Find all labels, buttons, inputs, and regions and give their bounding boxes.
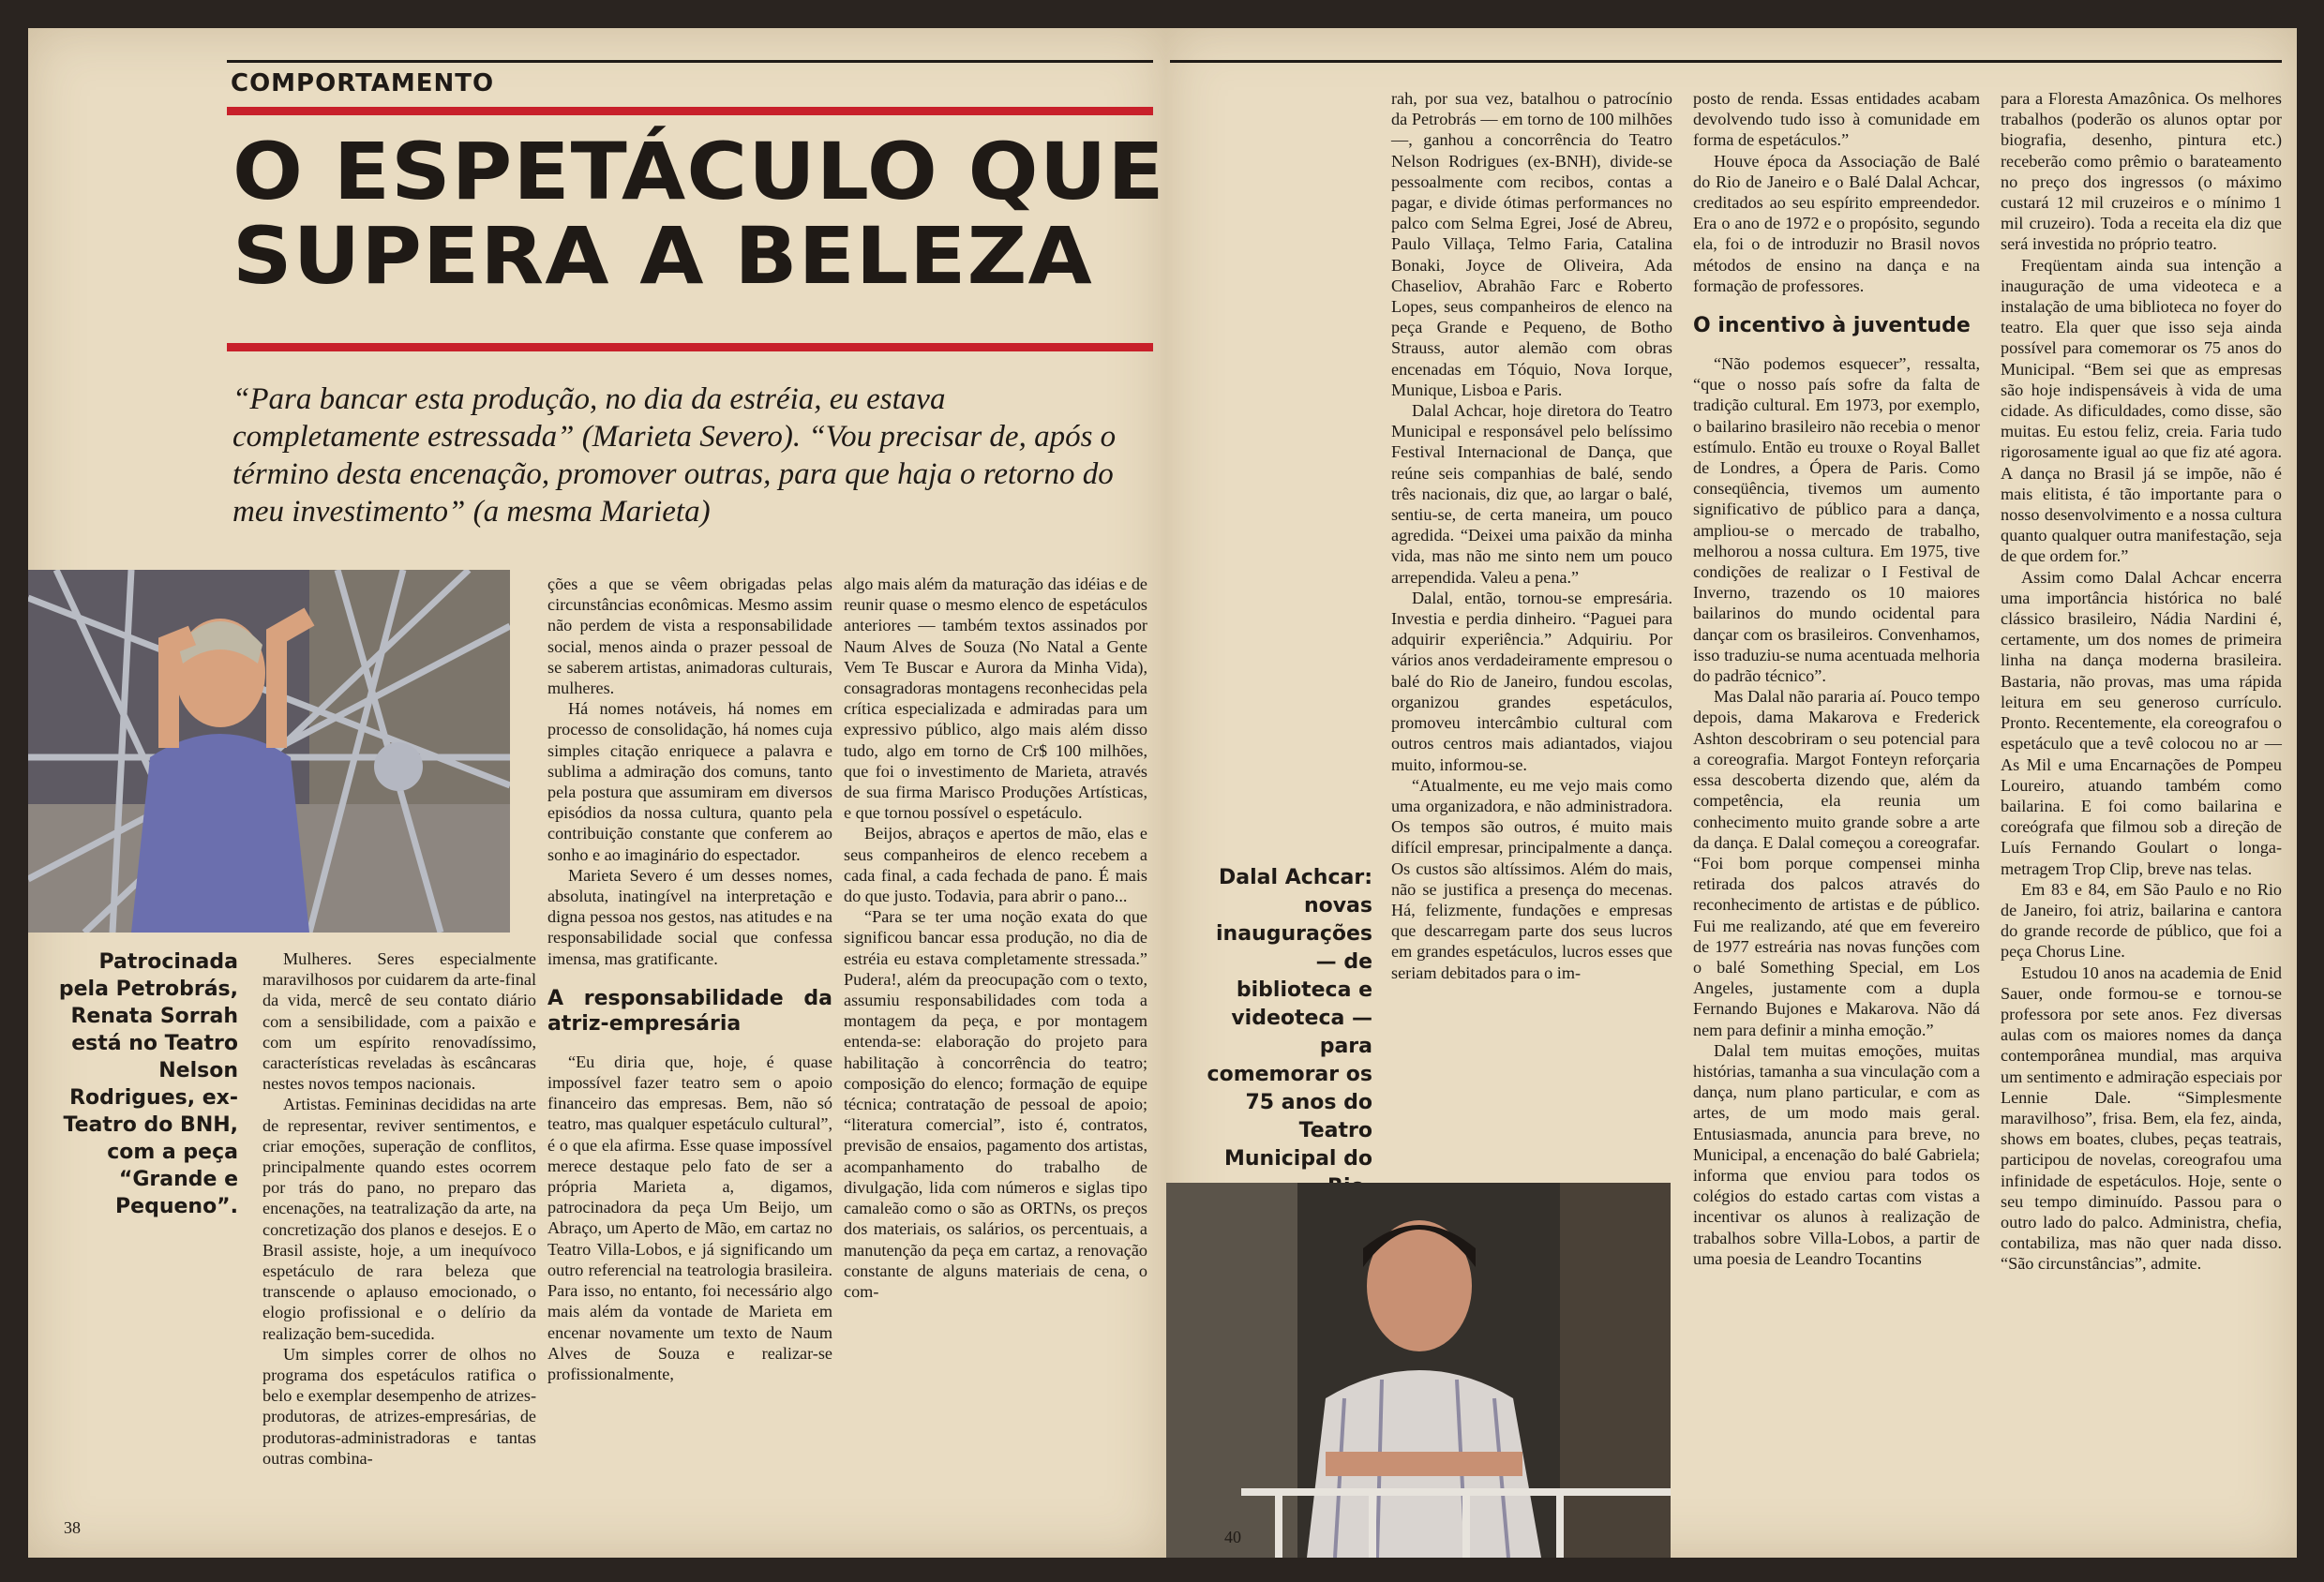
- photo-illustration: [28, 570, 510, 933]
- column-1: [262, 948, 536, 1469]
- left-page: [28, 28, 1166, 1558]
- section-label: COMPORTAMENTO: [231, 69, 495, 97]
- paragraph: Mulheres. Seres especialmente maravilhosos por cuidarem da arte-final da vida, mercê de seu contato diário com a sensibilidade, com a paixão e com um espírito renovadíssimo, características reveladas às escâncaras nestes novos tempos nacionais.: [262, 949, 536, 1094]
- column-2: [536, 574, 832, 1384]
- red-rule-bottom: [227, 343, 1153, 351]
- page-number: 40: [1224, 1528, 1241, 1546]
- deck-quote: “Para bancar esta produção, no dia da estréia, eu estava completamente estressada” (Marieta Severo). “Vou precisar de, após o término desta encenação, promover outras, para que haja o retorno do meu investimento” (a mesma Marieta): [232, 382, 1117, 529]
- column-3: [844, 574, 1147, 1302]
- paragraph: “Eu diria que, hoje, é quase impossível fazer teatro sem o apoio financeiro das empresas. Bem, não só teatro, mas qualquer espetáculo cultural”, é o que ela afirma. Esse quase impossível merece destaque pelo fato de ser a própria Marieta a, digamos, patrocinadora da peça Um Beijo, um Abraço, um Aperto de Mão, em cartaz no Teatro Villa-Lobos, e já significando um outro referencial na teatrologia brasileira. Para isso, no entanto, foi necessário algo mais além da vontade de Marieta em encenar novamente um texto de Naum Alves de Souza e realizar-se profissionalmente,: [547, 1052, 832, 1383]
- paragraph: para a Floresta Amazônica. Os melhores trabalhos (poderão os alunos optar por biografia, desenho, pintura etc.) receberão como prêmio o barateamento no preço dos ingressos (o máximo custará 12 mil cruzeiros e o mínimo 1 mil cruzeiro). Toda a receita ela diz que será investida no próprio teatro.: [2001, 89, 2282, 254]
- headline-line-2: SUPERA A BELEZA: [232, 210, 1093, 302]
- paragraph: Dalal tem muitas emoções, muitas histórias, tamanha a sua vinculação com a dança, num plano particular, e com as artes, de um modo mais geral. Entusiasmada, anuncia para breve, no Municipal, a encenação do balé Gabriela; informa que enviou para todos os colégios do estado cartas com vistas a incentivar os alunos à realização de trabalhos sobre Villa-Lobos, a partir de uma poesia de Leandro Tocantins: [1693, 1040, 1980, 1268]
- paragraph: Em 83 e 84, em São Paulo e no Rio de Janeiro, foi atriz, bailarina e cantora do grande recorde de público, que foi a peça Chorus Line.: [2001, 879, 2282, 962]
- paragraph: Um simples correr de olhos no programa dos espetáculos ratifica o belo e exemplar desempenho de atrizes-produtoras, de atrizes-empresárias, de produtoras-administradoras e tantas outras combina-: [262, 1344, 536, 1468]
- photo-renata-sorrah: [28, 570, 510, 933]
- column-1: [1391, 88, 1672, 983]
- paragraph: ções a que se vêem obrigadas pelas circunstâncias econômicas. Mesmo assim não perdem de vista a responsabilidade social, menos ainda o prazer pessoal de se saberem artistas, animadoras culturais, mulheres.: [547, 575, 832, 698]
- paragraph: “Para se ter uma noção exata do que significou bancar essa produção, no dia de estréia eu estava completamente stressada.” Pudera!, além da preocupação com o texto, assumiu responsabilidades com toda a montagem da peça, e por montagem entenda-se: elaboração do projeto para habilitação à concorrência do teatro; composição do elenco; formação de equipe técnica; contratação de pessoal de apoio; “literatura comercial”, isto é, contratos, previsão de ensaios, pagamento dos artistas, acompanhamento do trabalho de divulgação, lida com números e siglas tipo camaleão como o são as ORTNs, os preços dos materiais, os salários, os percentuais, a manutenção da peça em cartaz, a renovação constante de alguns materiais de cena, o com-: [844, 907, 1147, 1301]
- subheading: A responsabilidade da atriz-empresária: [547, 986, 832, 1036]
- headline-line-1: O ESPETÁCULO QUE: [232, 126, 1165, 217]
- paragraph: Marieta Severo é um desses nomes, absoluta, inatingível na interpretação e digna pessoa nos gestos, nas atitudes e na responsabilidade social que confessa imensa, mas gratificante.: [547, 865, 832, 968]
- column-2: [1693, 88, 1980, 1269]
- paragraph: posto de renda. Essas entidades acabam devolvendo tudo isso à comunidade em forma de espetáculos.”: [1693, 89, 1980, 150]
- photo-dalal-achcar: [1166, 1183, 1671, 1558]
- photo-caption: Dalal Achcar: novas inaugurações — de biblioteca e videoteca — para comemorar os 75 anos do Teatro Municipal do: [1207, 866, 1372, 1171]
- paragraph: Beijos, abraços e apertos de mão, elas e seus companheiros de elenco recebem a cada final, a cada fechada de pano. É mais do que justo. Todavia, para abrir o pano...: [844, 824, 1147, 906]
- paragraph: rah, por sua vez, batalhou o patrocínio da Petrobrás — em torno de 100 milhões —, ganhou a concorrência do Teatro Nelson Rodrigues (ex-BNH), divide-se pessoalmente com recibos, contas a pagar, e divide ótimas performances no palco com Selma Egrei, José de Abreu, Paulo Villaça, Telmo Faria, Catalina Bonaki, Joyce de Oliveira, Ada Chaseliov, Abrahão Farc e Roberto Lopes, seus companheiros de elenco na peça Grande e Pequeno, de Botho Strauss, autor alemão com obras encenadas em Tóquio, Nova Iorque, Munique, Lisboa e Paris.: [1391, 89, 1672, 399]
- red-rule-top: [227, 107, 1153, 115]
- subheading: O incentivo à juventude: [1693, 314, 1971, 338]
- photo-caption: Patrocinada pela Petrobrás, Renata Sorrah está no Teatro Nelson Rodrigues, ex-Teatro do BNH, com a peça “Grande e Pequeno”.: [58, 950, 238, 1218]
- paragraph: Assim como Dalal Achcar encerra uma importância histórica no balé clássico brasileiro, Nádia Nardini é, certamente, um dos nomes de primeira linha na dança moderna brasileira. Bastaria, não provas, mas uma rápida leitura em seu generoso currículo. Pronto. Recentemente, ela coreografou o espetáculo que a tevê colocou no ar — As Mil e uma Encarnações de Pompeu Loureiro, atuando também como bailarina. E foi como bailarina e coreógrafa que filmou sob a direção de Luís Fernando Goulart o longa-metragem Trop Clip, breve nas telas.: [2001, 567, 2282, 878]
- paragraph: Há nomes notáveis, há nomes em processo de consolidação, há nomes cuja simples citação enriquece a palavra e sublima a admiração dos comuns, tanto pela postura que assumiram em diversos episódios da nossa cultura, quanto pela contribuição constante que conferem ao sonho e ao imaginário do espectador.: [547, 699, 832, 864]
- paragraph: Freqüentam ainda sua intenção a inauguração de uma videoteca e a instalação de uma biblioteca no foyer do teatro. Ela quer que isso seja ainda possível para comemorar os 75 anos do Municipal. “Bem sei que as empresas são hoje indispensáveis à vida de uma cidade. As dificuldades, como disse, são muitas. Eu estou feliz, creia. Faria tudo rigorosamente igual ao que fiz até agora. A dança no Brasil já se impõe, não é mais elitista, é tão importante para o nosso desenvolvimento e a nossa cultura quanto qualquer outra manifestação, seja de que ordem for.”: [2001, 255, 2282, 566]
- top-rule: [227, 60, 1153, 63]
- paragraph: “Não podemos esquecer”, ressalta, “que o nosso país sofre da falta de tradição cultural. Em 1973, por exemplo, o bailarino brasileiro não recebia o menor estímulo. Então eu trouxe o Royal Ballet de Londres, a Ópera de Paris. Como conseqüência, tivemos um aumento significativo de público para a dança, ampliou-se o mercado de trabalho, melhorou a nossa cultura. Em 1975, tive condições de realizar o I Festival de Inverno, trazendo os 10 maiores bailarinos do mundo ocidental para dançar com os brasileiros. Convenhamos, isso traduziu-se numa acentuada melhoria do padrão técnico”.: [1693, 354, 1980, 686]
- paragraph: Mas Dalal não pararia aí. Pouco tempo depois, dama Makarova e Frederick Ashton descobriram o seu potencial para a coreografia. Margot Fonteyn reforçaria essa descoberta dizendo que, além da competência, ela reunia um conhecimento muito grande sobre a arte da dança. E Dalal começou a coreografar. “Foi bom porque compensei minha retirada dos palcos através do reconhecimento de artistas e de público. Fui me realizando, até que em fevereiro de 1977 estreária nas novas funções com o balé Something Special, em Los Angeles, justamente com a dupla Fernando Bujones e Makarova. Não dá nem para definir a minha emoção.”: [1693, 687, 1980, 1039]
- paragraph: Houve época da Associação de Balé do Rio de Janeiro e o Balé Dalal Achcar, creditados ao seu espírito empreendedor. Era o ano de 1972 e o propósito, segundo ela, foi o de introduzir no Brasil novos métodos de ensino na dança e na formação de professores.: [1693, 151, 1980, 295]
- paragraph: Dalal, então, tornou-se empresária. Investia e perdia dinheiro. “Paguei para adquirir experiência.” Adquiriu. Por vários anos verdadeiramente empresou o balé do Rio de Janeiro, fundou escolas, organizou grandes espetáculos, promoveu intercâmbio cultural com outros centros mais adiantados, viajou muito, informou-se.: [1391, 588, 1672, 774]
- paragraph: Estudou 10 anos na academia de Enid Sauer, onde formou-se e tornou-se professora por sete anos. Fez diversas aulas com os maiores nomes da dança contemporânea mundial, mas arquiva um sentimento e admiração especiais por Lennie Dale. “Simplesmente maravilhoso”, frisa. Bem, ela fez, ainda, shows em boates, clubes, peças teatrais, participou de novelas, coreografou uma infinidade de espetáculos. Hoje, sente o seu tempo diminuído. Passou para o outro lado do palco. Administra, chefia, contabiliza, mas não quer nada disso. “São circunstâncias”, admite.: [2001, 963, 2282, 1274]
- paragraph: algo mais além da maturação das idéias e de reunir quase o mesmo elenco de espetáculos anteriores — também textos assinados por Naum Alves de Souza (No Natal a Gente Vem Te Buscar e Aurora da Minha Vida), consagradoras montagens reconhecidas pela crítica especializada e admiradas para um expressivo público, algo mais além disso tudo, algo em torno de Cr$ 100 milhões, que foi o investimento de Marieta, através de sua firma Marisco Produções Artísticas, e que tornou possível o espetáculo.: [844, 575, 1147, 823]
- top-rule: [1170, 60, 2282, 63]
- paragraph: Artistas. Femininas decididas na arte de representar, reviver sentimentos, e criar emoções, superação de conflitos, principalmente quando estes ocorrem por trás do pano, no preparo das encenações, na teatralização da arte, na concretização dos planos e desejos. E o Brasil assiste, hoje, a um inequívoco espetáculo de rara beleza que transcende o aplauso emocionado, o elogio profissional e o delírio da realização bem-sucedida.: [262, 1095, 536, 1343]
- paragraph: “Atualmente, eu me vejo mais como uma organizadora, e não administradora. Os tempos são outros, é muito mais difícil empresar, principalmente a dança. Os custos são altíssimos. Além do mais, não se justifica a presença do mecenas. Há, felizmente, fundações e empresas que descarregam parte dos seus lucros em grandes espetáculos, lucros esses que seriam debitados para o im-: [1391, 775, 1672, 982]
- column-3: [2001, 88, 2282, 1275]
- photo-illustration: [1166, 1183, 1671, 1558]
- page-number: 38: [64, 1518, 81, 1537]
- paragraph: Dalal Achcar, hoje diretora do Teatro Municipal e responsável pelo belíssimo Festival Internacional de Dança, que reúne seis companhias de balé, sendo três nacionais, diz que, ao largar o balé, sentiu-se, de certa maneira, um pouco agredida. “Deixei uma paixão da minha vida, mas não me sinto nem um pouco arrependida. Valeu a pena.”: [1391, 401, 1672, 587]
- right-page: [1166, 28, 2297, 1558]
- headline: [232, 126, 1165, 302]
